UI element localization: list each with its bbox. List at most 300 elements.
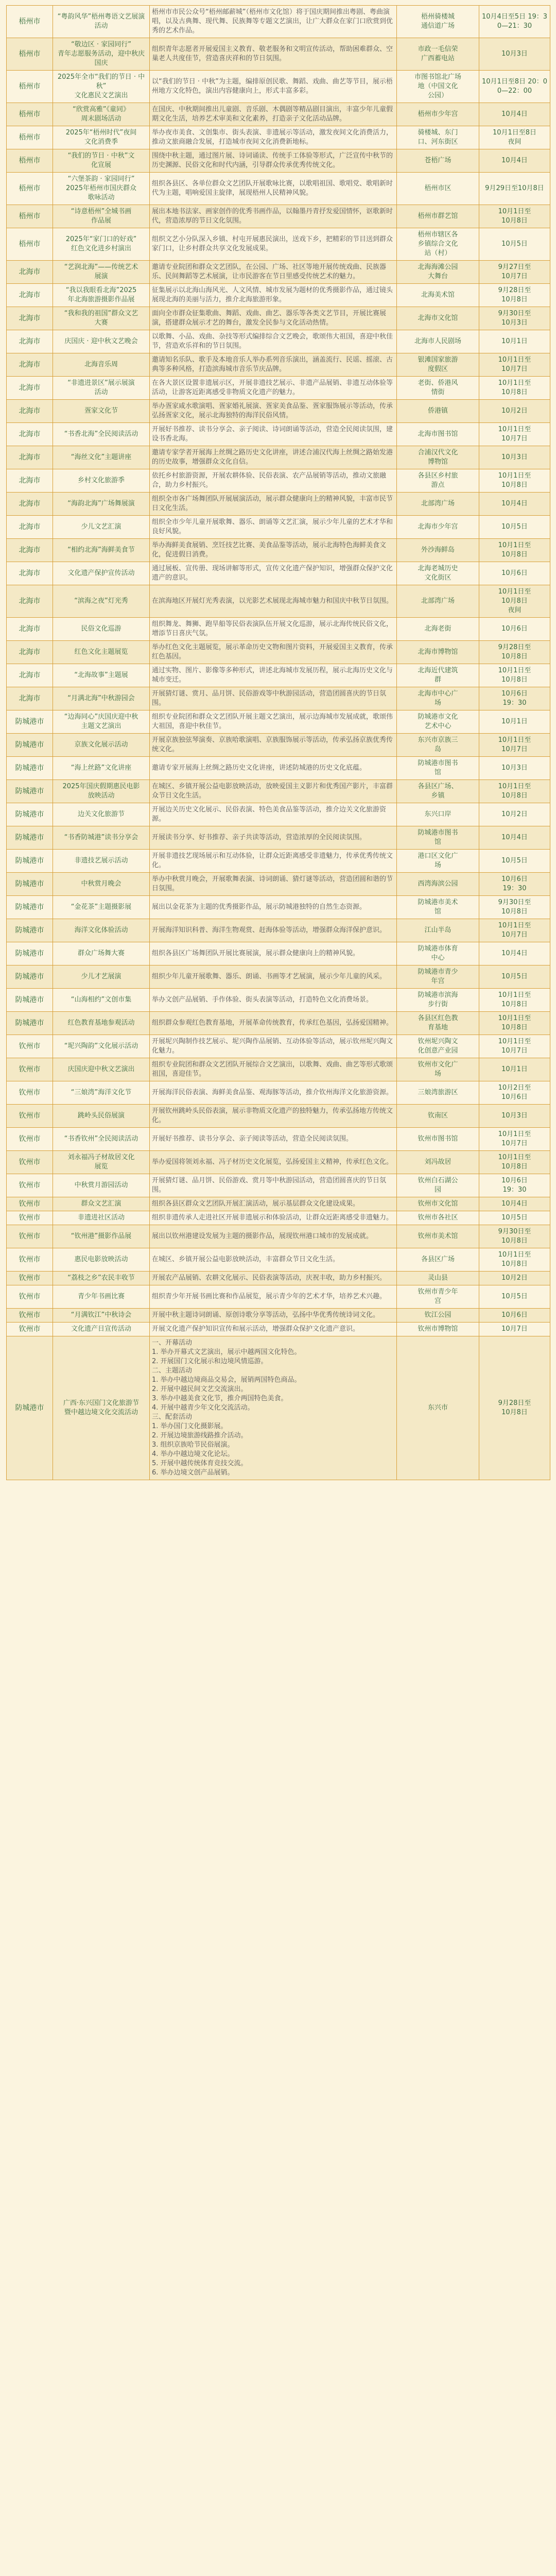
venue-cell: 北海老街 — [397, 618, 479, 641]
activity-content-cell: 组织少年儿童开展歌舞、器乐、朗诵、书画等才艺展演，展示少年儿童的风采。 — [150, 965, 397, 989]
activity-content-cell: 以歌舞、小品、戏曲、杂技等形式编排综合文艺晚会，歌颂伟大祖国，喜迎中秋佳节，营造欢乐祥和的节日氛围。 — [150, 330, 397, 353]
activity-name-cell: 惠民电影放映活动 — [53, 1248, 150, 1272]
activity-content-cell: 在城区、乡镇开展公益电影放映活动，放映爱国主义影片和优秀国产影片，丰富群众节日文化生活。 — [150, 780, 397, 803]
activity-name-cell: “荔枝之乡”农民丰收节 — [53, 1272, 150, 1285]
activity-content-cell: 在国庆、中秋期间推出儿童剧、音乐剧、木偶剧等精品剧目演出，丰富少年儿童假期文化生活，培养艺术审美和文化素养，打造亲子文化活动品牌。 — [150, 103, 397, 126]
date-cell: 10月1日 — [479, 330, 550, 353]
activity-content-cell: 组织全市少年儿童开展歌舞、器乐、朗诵等文艺汇演，展示少年儿童的艺术才华和良好风貌。 — [150, 516, 397, 539]
table-row — [7, 400, 550, 423]
city-cell: 防城港市 — [7, 850, 53, 873]
city-cell: 钦州市 — [7, 1151, 53, 1174]
venue-cell: 市政一毛信荣 广西蓄电站 — [397, 38, 479, 71]
city-cell: 北海市 — [7, 307, 53, 330]
city-cell: 防城港市 — [7, 873, 53, 896]
table-row — [7, 641, 550, 664]
table-row — [7, 850, 550, 873]
activity-name-cell: 非遗技艺展示活动 — [53, 850, 150, 873]
date-cell: 10月6日 19：30 — [479, 873, 550, 896]
table-row — [7, 873, 550, 896]
venue-cell: 银滩国家旅游 度假区 — [397, 353, 479, 377]
venue-cell: 各县区红色教 育基地 — [397, 1012, 479, 1035]
table-row — [7, 965, 550, 989]
table-row — [7, 664, 550, 687]
venue-cell: 北海市人民剧场 — [397, 330, 479, 353]
city-cell: 北海市 — [7, 516, 53, 539]
activity-name-cell: 乡村文化旅游季 — [53, 469, 150, 493]
table-row — [7, 1225, 550, 1248]
city-cell: 梧州市 — [7, 205, 53, 228]
activity-content-cell: 组织各县区群众文艺团队开展汇演活动，展示基层群众文化建设成果。 — [150, 1197, 397, 1211]
table-row — [7, 353, 550, 377]
activity-name-cell: 跳岭头民俗展演 — [53, 1105, 150, 1128]
date-cell: 10月3日 — [479, 446, 550, 469]
venue-cell: 北部湾广场 — [397, 585, 479, 618]
table-row — [7, 284, 550, 307]
venue-cell: 刘冯故居 — [397, 1151, 479, 1174]
city-cell: 钦州市 — [7, 1128, 53, 1151]
venue-cell: 东兴口岸 — [397, 803, 479, 826]
activity-name-cell: “边海同心”庆国庆迎中秋 主题文艺演出 — [53, 710, 150, 734]
table-row — [7, 1151, 550, 1174]
venue-cell: 防城港市滨海 步行街 — [397, 989, 479, 1012]
date-cell: 10月1日至 10月8日 — [479, 989, 550, 1012]
table-row — [7, 1272, 550, 1285]
activity-content-cell: 开展边关历史文化展示、民俗表演、特色美食品鉴等活动，推介边关文化旅游资源。 — [150, 803, 397, 826]
city-cell: 北海市 — [7, 423, 53, 446]
table-row — [7, 228, 550, 261]
date-cell: 9月29日至10月8日 — [479, 173, 550, 205]
table-row — [7, 826, 550, 850]
city-cell: 钦州市 — [7, 1272, 53, 1285]
date-cell: 10月1日至 10月7日 — [479, 919, 550, 942]
activity-content-cell: 开展农产品展销、农耕文化展示、民俗表演等活动，庆祝丰收，助力乡村振兴。 — [150, 1272, 397, 1285]
venue-cell: 北部湾广场 — [397, 493, 479, 516]
activity-content-cell: 举办疍家咸水歌演唱、疍家婚礼展演、疍家美食品鉴、疍家服饰展示等活动，传承弘扬疍家文化，展示北海独特的海洋民俗风情。 — [150, 400, 397, 423]
table-row — [7, 261, 550, 284]
date-cell: 10月2日至 10月6日 — [479, 1081, 550, 1105]
venue-cell: 各县区广场 — [397, 1248, 479, 1272]
table-row — [7, 1174, 550, 1197]
table-row — [7, 919, 550, 942]
table-row — [7, 896, 550, 919]
date-cell: 9月28日至 10月8日 — [479, 641, 550, 664]
activity-name-cell: 海洋文化体验活动 — [53, 919, 150, 942]
date-cell: 10月5日 — [479, 228, 550, 261]
activity-content-cell: 组织各县区、各单位群众文艺团队开展歌咏比赛，以歌唱祖国、歌唱党、歌唱新时代为主题，唱响爱国主旋律，展现梧州人民精神风貌。 — [150, 173, 397, 205]
activity-name-cell: “海丝文化”主题讲座 — [53, 446, 150, 469]
city-cell: 防城港市 — [7, 1336, 53, 1480]
date-cell: 10月4日 — [479, 826, 550, 850]
activity-content-cell: 开展猜灯谜、品月饼、民俗游戏、赏月等中秋游园活动，营造团圆喜庆的节日氛围。 — [150, 1174, 397, 1197]
date-cell: 10月4日 — [479, 942, 550, 965]
table-row — [7, 1197, 550, 1211]
table-row — [7, 1058, 550, 1081]
activity-content-cell: 组织全市各广场舞团队开展展演活动，展示群众健康向上的精神风貌，丰富市民节日文化生活。 — [150, 493, 397, 516]
activity-name-cell: 庆国庆迎中秋文艺演出 — [53, 1058, 150, 1081]
activity-name-cell: “北海故事”主题展 — [53, 664, 150, 687]
activity-content-cell: 开展读书分享、好书推荐、亲子共读等活动，营造浓厚的全民阅读氛围。 — [150, 826, 397, 850]
city-cell: 梧州市 — [7, 38, 53, 71]
city-cell: 北海市 — [7, 469, 53, 493]
date-cell: 9月30日至 10月8日 — [479, 1225, 550, 1248]
activity-content-cell: 开展海洋知识科普、海洋生物观赏、赶海体验等活动，增强群众海洋保护意识。 — [150, 919, 397, 942]
venue-cell: 市图书馆北广场 地（中国文化 公园） — [397, 71, 479, 103]
activities-table — [6, 5, 550, 1480]
activity-name-cell: 群众广场舞大赛 — [53, 942, 150, 965]
date-cell: 10月3日 — [479, 1105, 550, 1128]
table-row — [7, 149, 550, 173]
date-cell: 10月4日 — [479, 149, 550, 173]
date-cell: 10月1日至 10月8日 — [479, 469, 550, 493]
activity-content-cell: 开展好书推荐、读书分享会、亲子阅读等活动，营造全民阅读氛围。 — [150, 1128, 397, 1151]
venue-cell: 东兴市 — [397, 1336, 479, 1480]
date-cell: 10月4日 — [479, 1197, 550, 1211]
activity-content-cell: 梧州市市民公众号“梧州邮薪城”（梧州市文化馆）将于国庆期间推出粤剧、粤曲演唱，以及古典舞、现代舞、民族舞等专题文艺演出，让广大群众在家门口欣赏到优秀的艺术作品。 — [150, 6, 397, 38]
activities-table-wrapper — [6, 5, 550, 1480]
city-cell: 北海市 — [7, 687, 53, 710]
city-cell: 钦州市 — [7, 1174, 53, 1197]
activity-name-cell: 群众文艺汇演 — [53, 1197, 150, 1211]
table-row — [7, 780, 550, 803]
date-cell: 10月1日至 10月7日 — [479, 1128, 550, 1151]
table-row — [7, 38, 550, 71]
activity-name-cell: 文化遗产日宣传活动 — [53, 1323, 150, 1336]
activity-name-cell: 中秋赏月游园活动 — [53, 1174, 150, 1197]
table-row — [7, 126, 550, 149]
city-cell: 钦州市 — [7, 1197, 53, 1211]
date-cell: 10月6日 — [479, 1309, 550, 1323]
city-cell: 钦州市 — [7, 1285, 53, 1309]
city-cell: 北海市 — [7, 585, 53, 618]
venue-cell: 钦州市图书馆 — [397, 1128, 479, 1151]
table-row — [7, 585, 550, 618]
city-cell: 梧州市 — [7, 173, 53, 205]
venue-cell: 北海老城历史 文化街区 — [397, 562, 479, 585]
activity-content-cell: 开展非遗技艺现场展示和互动体验，让群众近距离感受非遗魅力，传承优秀传统文化。 — [150, 850, 397, 873]
city-cell: 梧州市 — [7, 228, 53, 261]
venue-cell: 三娘湾旅游区 — [397, 1081, 479, 1105]
date-cell: 10月1日 — [479, 710, 550, 734]
venue-cell: 钦州市博物馆 — [397, 1323, 479, 1336]
activity-name-cell: “滨海之夜”灯光秀 — [53, 585, 150, 618]
activity-content-cell: 举办中秋赏月晚会，开展歌舞表演、诗词朗诵、猜灯谜等活动，营造团圆和谐的节日氛围。 — [150, 873, 397, 896]
date-cell: 10月2日 — [479, 803, 550, 826]
activity-name-cell: “书香防城港”读书分享会 — [53, 826, 150, 850]
activity-name-cell: 青少年书画比赛 — [53, 1285, 150, 1309]
activity-content-cell: 围绕中秋主题，通过图片展、诗词诵读、传统手工体验等形式，广泛宣传中秋节的历史渊源、民俗文化和时代内涵，引导群众传承优秀传统文化。 — [150, 149, 397, 173]
table-row — [7, 1012, 550, 1035]
table-row — [7, 1248, 550, 1272]
date-cell: 10月1日至 10月7日 — [479, 423, 550, 446]
date-cell: 10月4日 — [479, 493, 550, 516]
venue-cell: 钦州市美术馆 — [397, 1225, 479, 1248]
activity-name-cell: “书香北海”全民阅读活动 — [53, 423, 150, 446]
table-row — [7, 330, 550, 353]
venue-cell: 钦州坭兴陶文 化创意产业园 — [397, 1035, 479, 1058]
activity-content-cell: 开展猜灯谜、赏月、品月饼、民俗游戏等中秋游园活动，营造团圆喜庆的节日氛围。 — [150, 687, 397, 710]
venue-cell: 侨港镇 — [397, 400, 479, 423]
activity-content-cell: 以“我们的节日 · 中秋”为主题，编排原创民歌、舞蹈、戏曲、曲艺等节目，展示梧州地方文化特色，演出内容健康向上，形式丰富多彩。 — [150, 71, 397, 103]
venue-cell: 各县区广场、 乡镇 — [397, 780, 479, 803]
activity-name-cell: “月满钦江”中秋诗会 — [53, 1309, 150, 1323]
city-cell: 北海市 — [7, 539, 53, 562]
date-cell: 10月4日至5日 19：30—21：30 — [479, 6, 550, 38]
date-cell: 10月2日 — [479, 400, 550, 423]
table-row — [7, 493, 550, 516]
venue-cell: 江山半岛 — [397, 919, 479, 942]
activity-name-cell: “欣赏高雅”《童同》 周末剧场活动 — [53, 103, 150, 126]
date-cell: 10月6日 — [479, 562, 550, 585]
city-cell: 钦州市 — [7, 1035, 53, 1058]
venue-cell: 苍梧广场 — [397, 149, 479, 173]
activity-name-cell: 京族文化展示活动 — [53, 734, 150, 757]
city-cell: 北海市 — [7, 330, 53, 353]
venue-cell: 梧州市辖区各 乡镇综合文化 站（村） — [397, 228, 479, 261]
activity-name-cell: “相约北海”海鲜美食节 — [53, 539, 150, 562]
activity-name-cell: “敬边区 · 家园同行” 青年志愿服务活动，迎中秋庆国庆 — [53, 38, 150, 71]
activity-content-cell: 通过实物、图片、影像等多种形式，讲述北海城市发展历程，展示北海历史文化与城市变迁。 — [150, 664, 397, 687]
venue-cell: 钦州市文化广 场 — [397, 1058, 479, 1081]
date-cell: 10月1日至 10月8日 — [479, 1248, 550, 1272]
activity-name-cell: 红色教育基地参观活动 — [53, 1012, 150, 1035]
activity-content-cell: 在滨海地区开展灯光秀表演，以光影艺术展现北海城市魅力和国庆中秋节日氛围。 — [150, 585, 397, 618]
activity-content-cell: 面向全市群众征集歌曲、舞蹈、戏曲、曲艺、器乐等各类文艺节目，开展比赛展演，搭建群众展示才艺的舞台，激发全民参与文化活动热情。 — [150, 307, 397, 330]
city-cell: 北海市 — [7, 353, 53, 377]
activity-name-cell: 红色文化主题展览 — [53, 641, 150, 664]
activity-name-cell: 文化遗产保护宣传活动 — [53, 562, 150, 585]
activity-content-cell: 邀请专家学者开展海上丝绸之路历史文化讲座，讲述合浦汉代海上丝绸之路始发港的历史故事，增强群众文化自信。 — [150, 446, 397, 469]
activity-content-cell: 组织专业院团和群众文艺团队开展综合文艺演出，以歌舞、戏曲、曲艺等形式歌颂祖国，喜迎佳节。 — [150, 1058, 397, 1081]
table-row — [7, 1211, 550, 1225]
venue-cell: 北海市文化馆 — [397, 307, 479, 330]
table-row — [7, 687, 550, 710]
activity-content-cell: 举办夜市美食、文创集市、街头表演、非遗展示等活动，激发夜间文化消费活力，推动文旅商融合发展，打造城市夜间文化消费新地标。 — [150, 126, 397, 149]
date-cell: 10月3日 — [479, 757, 550, 780]
table-row — [7, 734, 550, 757]
activity-name-cell: “诗意梧州”全城书画 作品展 — [53, 205, 150, 228]
table-row — [7, 710, 550, 734]
date-cell: 10月1日至 10月8日 — [479, 780, 550, 803]
venue-cell: 防城港市图书 馆 — [397, 826, 479, 850]
activity-name-cell: 2025年全市“我们的节日 · 中秋” 文化惠民文艺演出 — [53, 71, 150, 103]
date-cell: 10月1日至8日 20：00—22：00 — [479, 71, 550, 103]
table-row — [7, 1309, 550, 1323]
activity-content-cell: 开展钦州跳岭头民俗表演，展示非物质文化遗产的独特魅力，传承弘扬地方传统文化。 — [150, 1105, 397, 1128]
activity-name-cell: “海上丝路”文化讲座 — [53, 757, 150, 780]
activities-table-body — [7, 6, 550, 1480]
activity-content-cell: 开展文化遗产保护知识宣传和展示活动，增强群众保护文化遗产意识。 — [150, 1323, 397, 1336]
activity-name-cell: 2025年“梧州时代”夜间 文化消费季 — [53, 126, 150, 149]
activity-content-cell: 举办红色文化主题展览，展示革命历史文物和图片资料，开展爱国主义教育，传承红色基因。 — [150, 641, 397, 664]
activity-content-cell: 展出以金花茶为主题的优秀摄影作品，展示防城港独特的自然生态资源。 — [150, 896, 397, 919]
city-cell: 防城港市 — [7, 826, 53, 850]
activity-content-cell: 组织非遗传承人走进社区开展非遗展示和体验活动，让群众近距离感受非遗魅力。 — [150, 1211, 397, 1225]
venue-cell: 钦州市文化馆 — [397, 1197, 479, 1211]
city-cell: 防城港市 — [7, 734, 53, 757]
venue-cell: 西湾海滨公园 — [397, 873, 479, 896]
date-cell: 10月6日 19：30 — [479, 687, 550, 710]
table-row — [7, 205, 550, 228]
activity-name-cell: “三娘湾”海洋文化节 — [53, 1081, 150, 1105]
activity-content-cell: 邀请专业院团和群众文艺团队，在公园、广场、社区等地开展传统戏曲、民族器乐、民间舞蹈等艺术展演，让市民游客在节日里感受传统艺术的魅力。 — [150, 261, 397, 284]
table-row — [7, 307, 550, 330]
activity-name-cell: 2025年国庆假期惠民电影 放映活动 — [53, 780, 150, 803]
venue-cell: 钦南区 — [397, 1105, 479, 1128]
table-row — [7, 446, 550, 469]
activity-content-cell: 邀请专家开展海上丝绸之路历史文化讲座，讲述防城港的历史文化底蕴。 — [150, 757, 397, 780]
date-cell: 10月4日 — [479, 103, 550, 126]
city-cell: 钦州市 — [7, 1211, 53, 1225]
activity-name-cell: 疍家文化节 — [53, 400, 150, 423]
city-cell: 钦州市 — [7, 1323, 53, 1336]
date-cell: 10月1日至 10月8日 — [479, 664, 550, 687]
venue-cell: 北海海滩公园 大舞台 — [397, 261, 479, 284]
date-cell: 10月1日至 10月8日 — [479, 1012, 550, 1035]
activity-content-cell: 开展海洋民俗表演、海鲜美食品鉴、观海豚等活动，推介钦州海洋文化旅游资源。 — [150, 1081, 397, 1105]
table-row — [7, 1285, 550, 1309]
activity-name-cell: 北海音乐周 — [53, 353, 150, 377]
venue-cell: 各县区乡村旅 游点 — [397, 469, 479, 493]
activity-name-cell: “金花茶”主题摄影展 — [53, 896, 150, 919]
activity-content-cell: 通过展板、宣传册、现场讲解等形式，宣传文化遗产保护知识，增强群众保护文化遗产的意识。 — [150, 562, 397, 585]
city-cell: 钦州市 — [7, 1058, 53, 1081]
table-row — [7, 1336, 550, 1480]
activity-name-cell: “山海相约”文创市集 — [53, 989, 150, 1012]
date-cell: 10月1日至 10月7日 — [479, 353, 550, 377]
table-row — [7, 71, 550, 103]
date-cell: 10月7日 — [479, 1323, 550, 1336]
date-cell: 10月1日至 10月7日 — [479, 734, 550, 757]
date-cell: 10月1日至 10月7日 — [479, 1035, 550, 1058]
activity-content-cell: 组织专业院团和群众文艺团队开展主题文艺演出，展示边海城市发展成就，歌颂伟大祖国，喜迎中秋佳节。 — [150, 710, 397, 734]
activity-name-cell: “坭兴陶韵”文化展示活动 — [53, 1035, 150, 1058]
table-row — [7, 539, 550, 562]
date-cell: 10月1日至 10月8日 — [479, 1151, 550, 1174]
venue-cell: 东兴市京族三 岛 — [397, 734, 479, 757]
city-cell: 防城港市 — [7, 965, 53, 989]
venue-cell: 钦江公园 — [397, 1309, 479, 1323]
date-cell: 10月5日 — [479, 850, 550, 873]
table-row — [7, 1035, 550, 1058]
date-cell: 10月5日 — [479, 1285, 550, 1309]
date-cell: 10月1日至 10月8日 夜间 — [479, 585, 550, 618]
activity-content-cell: 组织青少年开展书画比赛和作品展览，展示青少年的艺术才华，培养艺术兴趣。 — [150, 1285, 397, 1309]
activity-name-cell: “粤韵风华”梧州粤语文艺展演活动 — [53, 6, 150, 38]
date-cell: 10月5日 — [479, 965, 550, 989]
activity-name-cell: 边关文化旅游节 — [53, 803, 150, 826]
date-cell: 10月6日 19：30 — [479, 1174, 550, 1197]
activity-name-cell: “钦州港”摄影作品展 — [53, 1225, 150, 1248]
table-row — [7, 423, 550, 446]
venue-cell: 梧州骑楼城 通信道广场 — [397, 6, 479, 38]
activity-name-cell: “六堡茶韵 · 家园同行” 2025年梧州市国庆群众 歌咏活动 — [53, 173, 150, 205]
activity-content-cell: 组织文艺小分队深入乡镇、村屯开展惠民演出，送戏下乡，把精彩的节目送到群众家门口，让乡村群众共享文化发展成果。 — [150, 228, 397, 261]
city-cell: 防城港市 — [7, 803, 53, 826]
table-row — [7, 618, 550, 641]
date-cell: 9月30日至 10月3日 — [479, 307, 550, 330]
date-cell: 10月1日至 10月8日 — [479, 205, 550, 228]
activity-name-cell: “海韵北海”广场舞展演 — [53, 493, 150, 516]
activity-content-cell: 在各大景区设置非遗展示区，开展非遗技艺展示、非遗产品展销、非遗互动体验等活动，让游客近距离感受非物质文化遗产的魅力。 — [150, 377, 397, 400]
activity-content-cell: 组织各县区广场舞团队开展比赛展演，展示群众健康向上的精神风貌。 — [150, 942, 397, 965]
city-cell: 北海市 — [7, 618, 53, 641]
venue-cell: 合浦汉代文化 博物馆 — [397, 446, 479, 469]
date-cell: 10月1日至 10月8日 — [479, 377, 550, 400]
activity-name-cell: 少儿才艺展演 — [53, 965, 150, 989]
city-cell: 防城港市 — [7, 989, 53, 1012]
activity-content-cell: 组织青年志愿者开展爱国主义教育、敬老服务和文明宣传活动，帮助困难群众、空巢老人共度佳节，营造喜庆祥和的节日氛围。 — [150, 38, 397, 71]
table-row — [7, 1081, 550, 1105]
venue-cell: 北海市少年宫 — [397, 516, 479, 539]
city-cell: 梧州市 — [7, 6, 53, 38]
activity-name-cell: 2025年“家门口的好戏” 红色文化进乡村演出 — [53, 228, 150, 261]
activity-name-cell: 中秋赏月晚会 — [53, 873, 150, 896]
activity-content-cell: 展出以钦州港建设发展为主题的摄影作品，展现钦州港口城市的发展成就。 — [150, 1225, 397, 1248]
activity-name-cell: “我们的节日 · 中秋”文 化宣展 — [53, 149, 150, 173]
city-cell: 北海市 — [7, 261, 53, 284]
date-cell: 10月3日 — [479, 38, 550, 71]
table-row — [7, 942, 550, 965]
table-row — [7, 173, 550, 205]
activity-content-cell: 一、开幕活动 1. 举办开幕式文艺演出，展示中越两国文化特色。 2. 开展国门文化展示和边境风情巡游。 二、主题活动 1. 举办中越边境商品交易会，展销两国特色商品。 2. 开展中越民间文艺交流演出。 3. 举办中越美食文化节，推介两国特色美食。 4. 开展中越青少年文化交流活动。 三、配套活动 1. 举办国门文化摄影展。 2. 开展边境旅游线路推介活动。 3. 组织京族哈节民俗展演。 4. 举办中越边境文化论坛。 5. 开展中越传统体育竞技交流。 6. 举办边境文创产品展销。 — [150, 1336, 397, 1480]
date-cell: 9月30日至 10月8日 — [479, 896, 550, 919]
activity-content-cell: 举办海鲜美食展销、烹饪技艺比赛、美食品鉴等活动，展示北海特色海鲜美食文化，促进假日消费。 — [150, 539, 397, 562]
activity-name-cell: 广西·东兴国门文化旅游节 暨中越边境文化交流活动 — [53, 1336, 150, 1480]
venue-cell: 北海市图书馆 — [397, 423, 479, 446]
activity-content-cell: 在城区、乡镇开展公益电影放映活动，丰富群众节日文化生活。 — [150, 1248, 397, 1272]
venue-cell: 港口区文化广 场 — [397, 850, 479, 873]
city-cell: 北海市 — [7, 446, 53, 469]
city-cell: 防城港市 — [7, 942, 53, 965]
activity-content-cell: 开展京族独弦琴演奏、京族哈歌演唱、京族服饰展示等活动，传承弘扬京族优秀传统文化。 — [150, 734, 397, 757]
venue-cell: 骑楼城、东门 口、河东街区 — [397, 126, 479, 149]
venue-cell: 防城港市青少 年宫 — [397, 965, 479, 989]
venue-cell: 钦州白石湖公 园 — [397, 1174, 479, 1197]
venue-cell: 北海市中心广 场 — [397, 687, 479, 710]
city-cell: 北海市 — [7, 493, 53, 516]
table-row — [7, 469, 550, 493]
venue-cell: 防城港市美术 馆 — [397, 896, 479, 919]
activity-name-cell: 刘永福冯子材故居文化 展览 — [53, 1151, 150, 1174]
venue-cell: 北海市博物馆 — [397, 641, 479, 664]
city-cell: 防城港市 — [7, 919, 53, 942]
venue-cell: 老街、侨港风 情街 — [397, 377, 479, 400]
date-cell: 10月5日 — [479, 516, 550, 539]
date-cell: 10月1日至 10月8日 — [479, 539, 550, 562]
date-cell: 10月1日至8日 夜间 — [479, 126, 550, 149]
venue-cell: 防城港市体育 中心 — [397, 942, 479, 965]
table-row — [7, 989, 550, 1012]
date-cell: 10月1日 — [479, 1058, 550, 1081]
city-cell: 钦州市 — [7, 1309, 53, 1323]
activity-name-cell: 庆国庆 · 迎中秋文艺晚会 — [53, 330, 150, 353]
activity-content-cell: 展出本地书法家、画家创作的优秀书画作品，以翰墨丹青抒发爱国情怀，讴歌新时代，营造浓厚的节日文化氛围。 — [150, 205, 397, 228]
venue-cell: 北海美术馆 — [397, 284, 479, 307]
city-cell: 钦州市 — [7, 1105, 53, 1128]
city-cell: 北海市 — [7, 664, 53, 687]
activity-name-cell: “月满北海”中秋游园会 — [53, 687, 150, 710]
table-row — [7, 1323, 550, 1336]
venue-cell: 防城港市文化 艺术中心 — [397, 710, 479, 734]
city-cell: 梧州市 — [7, 149, 53, 173]
venue-cell: 防城港市图书 馆 — [397, 757, 479, 780]
city-cell: 梧州市 — [7, 103, 53, 126]
venue-cell: 北海近代建筑 群 — [397, 664, 479, 687]
table-row — [7, 1128, 550, 1151]
table-row — [7, 103, 550, 126]
table-row — [7, 377, 550, 400]
table-row — [7, 757, 550, 780]
